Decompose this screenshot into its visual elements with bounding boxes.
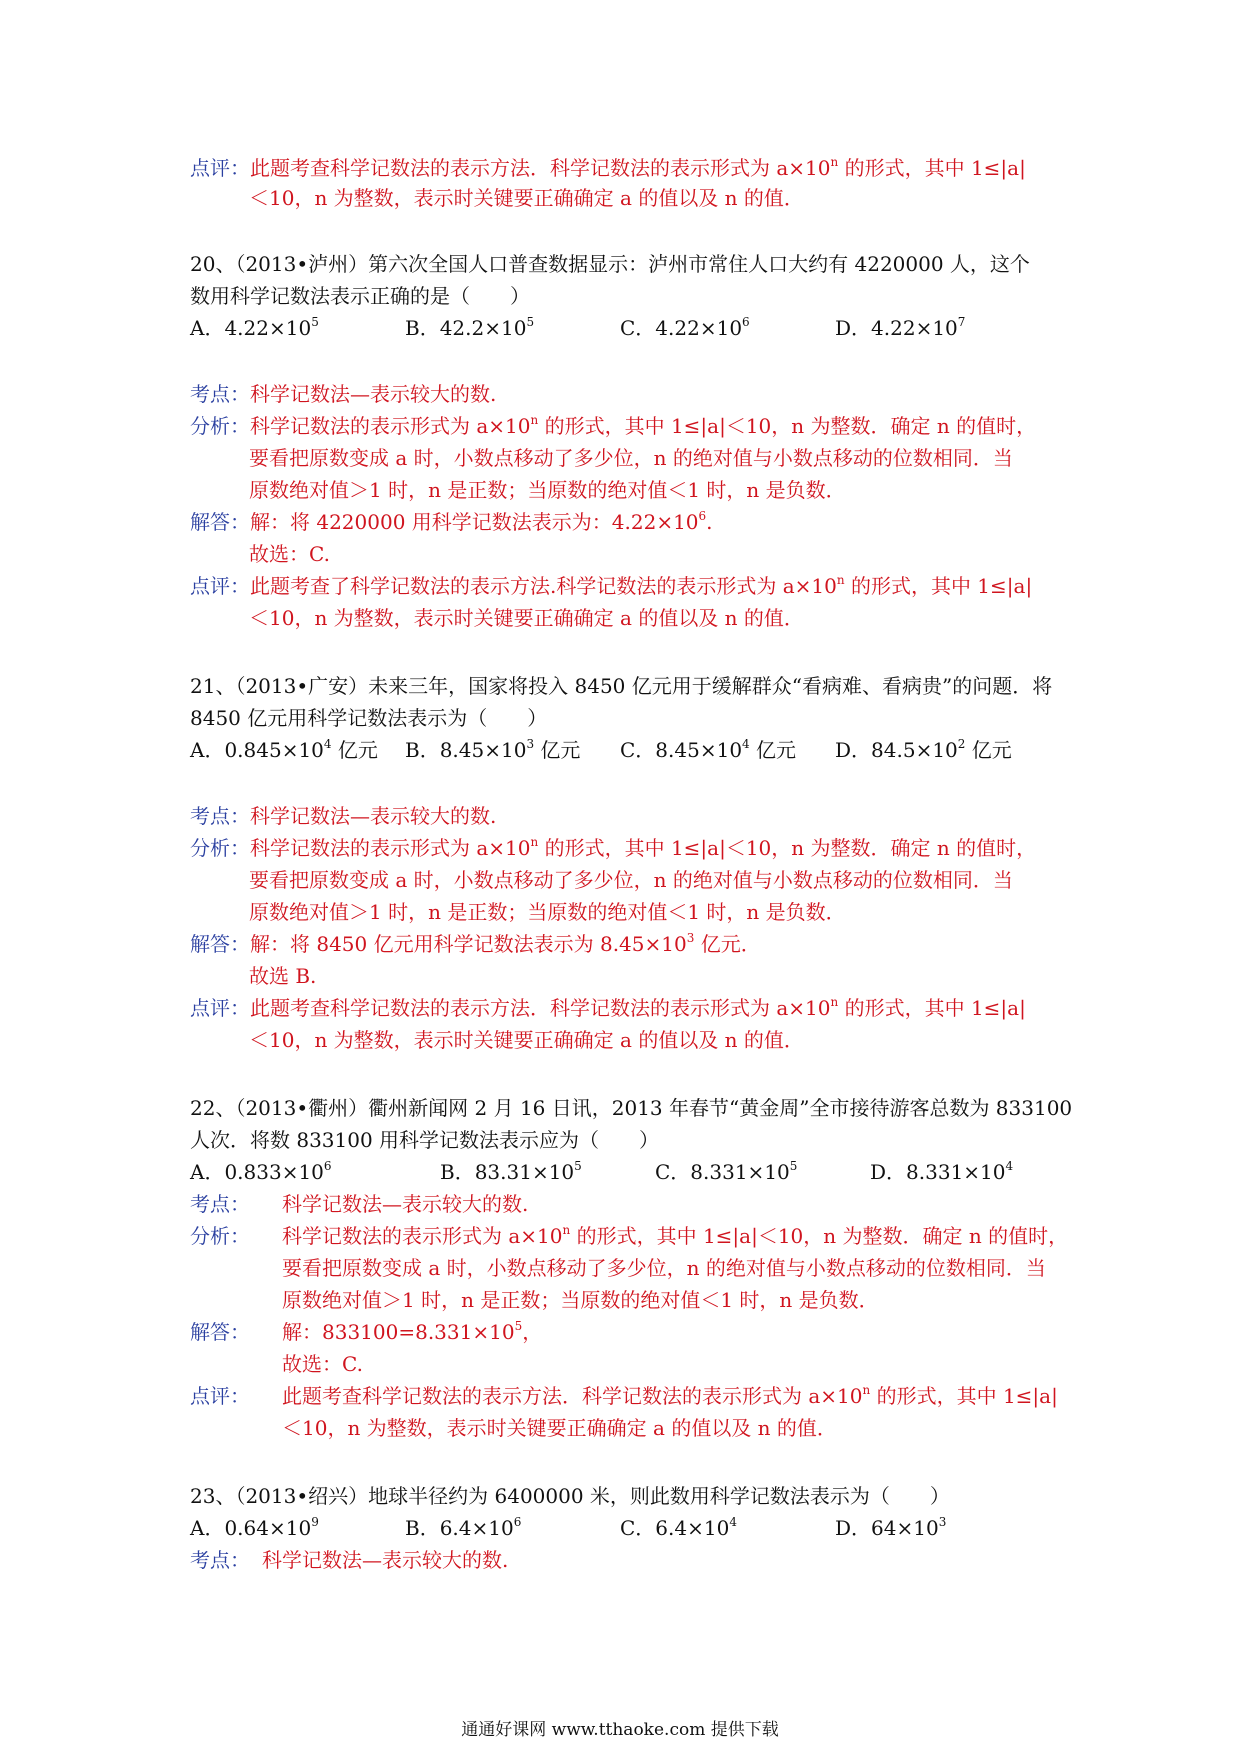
kaodian-row bbox=[190, 380, 496, 408]
kaodian-text: 科学记数法—表示较大的数. bbox=[250, 804, 497, 828]
kaodian-label: 考点： bbox=[190, 1548, 250, 1572]
kaodian-label: 考点： bbox=[190, 804, 250, 828]
question-stem: 8450 亿元用科学记数法表示为（ ） bbox=[190, 706, 548, 730]
option-b: B．$6.4\times 10^6$ bbox=[405, 1515, 522, 1540]
kaodian-label: 考点： bbox=[190, 1192, 250, 1216]
question-stem: 21、（2013•广安）未来三年，国家将投入 8450 亿元用于缓解群众“看病难、看病贵”的问题．将 bbox=[190, 674, 1053, 698]
dianping-text-cont: ＜10，n 为整数，表示时关键要正确确定 a 的值以及 n 的值． bbox=[249, 186, 804, 210]
option-c: C．$6.4\times 10^4$ bbox=[620, 1515, 737, 1540]
jieda-answer: 故选 B. bbox=[249, 964, 317, 988]
fenxi-label: 分析： bbox=[190, 1224, 250, 1248]
jieda-text: 解：将 8450 亿元用科学记数法表示为 $8.45\times 10^3$ 亿元． bbox=[250, 931, 761, 956]
kaodian-row bbox=[190, 1190, 528, 1218]
jieda-label: 解答： bbox=[190, 510, 250, 534]
fenxi-label: 分析： bbox=[190, 414, 250, 438]
kaodian-row bbox=[190, 802, 496, 830]
fenxi-label: 分析： bbox=[190, 836, 250, 860]
dianping-text: 此题考查科学记数法的表示方法．科学记数法的表示形式为 $a\times 10^n$ 的形式，其中 1≤|a| bbox=[250, 155, 1026, 180]
option-d: D．$84.5\times 10^2$ 亿元 bbox=[835, 737, 1012, 762]
kaodian-label: 考点： bbox=[190, 382, 250, 406]
option-a: A．$0.833\times 10^6$ bbox=[190, 1159, 332, 1184]
jieda-text: 解：将 4220000 用科学记数法表示为：$4.22\times 10^6$. bbox=[250, 509, 713, 534]
option-b: B．$8.45\times 10^3$ 亿元 bbox=[405, 737, 581, 762]
option-a: A．$4.22\times 10^5$ bbox=[190, 315, 319, 340]
option-d: D．$64\times 10^3$ bbox=[835, 1515, 947, 1540]
dianping-label: 点评： bbox=[190, 996, 250, 1020]
option-c: C．$8.45\times 10^4$ 亿元 bbox=[620, 737, 797, 762]
fenxi-text: 科学记数法的表示形式为 $a\times 10^n$ 的形式，其中 1≤|a|＜10，n 为整数．确定 n 的值时， bbox=[250, 835, 1037, 860]
option-c: C．$4.22\times 10^6$ bbox=[620, 315, 750, 340]
kaodian-text: 科学记数法—表示较大的数. bbox=[250, 382, 497, 406]
fenxi-row bbox=[190, 834, 1036, 862]
kaodian-row bbox=[190, 1546, 508, 1574]
dianping-row bbox=[190, 1382, 1058, 1410]
fenxi-text-cont: 原数绝对值＞1 时，n 是正数；当原数的绝对值＜1 时，n 是负数． bbox=[249, 900, 846, 924]
dianping-text: 此题考查了科学记数法的表示方法.科学记数法的表示形式为 $a\times 10^n$ 的形式，其中 1≤|a| bbox=[250, 573, 1033, 598]
option-c: C．$8.331\times 10^5$ bbox=[655, 1159, 798, 1184]
dianping-label: 点评： bbox=[190, 574, 250, 598]
jieda-label: 解答： bbox=[190, 1320, 250, 1344]
dianping-row bbox=[190, 572, 1032, 600]
question-stem: 20、（2013•泸州）第六次全国人口普查数据显示：泸州市常住人口大约有 4220000 人，这个 bbox=[190, 252, 1030, 276]
dianping-label: 点评： bbox=[190, 1384, 250, 1408]
dianping-text-cont: ＜10，n 为整数，表示时关键要正确确定 a 的值以及 n 的值． bbox=[249, 606, 804, 630]
option-a: A．$0.845\times 10^4$ 亿元 bbox=[190, 737, 378, 762]
fenxi-row bbox=[190, 412, 1036, 440]
fenxi-text-cont: 要看把原数变成 a 时，小数点移动了多少位，n 的绝对值与小数点移动的位数相同．当 bbox=[249, 446, 1013, 470]
page-footer: 通通好课网 www.tthaoke.com 提供下载 bbox=[461, 1720, 779, 1740]
kaodian-text: 科学记数法—表示较大的数. bbox=[262, 1548, 509, 1572]
jieda-row bbox=[190, 930, 761, 958]
fenxi-text-cont: 原数绝对值＞1 时，n 是正数；当原数的绝对值＜1 时，n 是负数． bbox=[282, 1288, 879, 1312]
dianping-text: 此题考查科学记数法的表示方法．科学记数法的表示形式为 $a\times 10^n$ 的形式，其中 1≤|a| bbox=[250, 995, 1026, 1020]
dianping-text-cont: ＜10，n 为整数，表示时关键要正确确定 a 的值以及 n 的值． bbox=[282, 1416, 837, 1440]
question-stem: 22、（2013•衢州）衢州新闻网 2 月 16 日讯，2013 年春节“黄金周”全市接待游客总数为 833100 bbox=[190, 1096, 1073, 1120]
kaodian-text: 科学记数法—表示较大的数. bbox=[282, 1192, 529, 1216]
fenxi-row bbox=[190, 1222, 1068, 1250]
jieda-row bbox=[190, 508, 713, 536]
question-stem: 数用科学记数法表示正确的是（ ） bbox=[190, 284, 530, 308]
question-stem: 人次．将数 833100 用科学记数法表示应为（ ） bbox=[190, 1128, 660, 1152]
fenxi-text-cont: 原数绝对值＞1 时，n 是正数；当原数的绝对值＜1 时，n 是负数． bbox=[249, 478, 846, 502]
dianping-row bbox=[190, 154, 1026, 182]
fenxi-text: 科学记数法的表示形式为 $a\times 10^n$ 的形式，其中 1≤|a|＜10，n 为整数．确定 n 的值时， bbox=[250, 413, 1037, 438]
dianping-label: 点评： bbox=[190, 156, 250, 180]
dianping-row bbox=[190, 994, 1026, 1022]
jieda-label: 解答： bbox=[190, 932, 250, 956]
jieda-text: 解：$833100=8.331\times 10^5$， bbox=[282, 1319, 543, 1344]
jieda-answer: 故选：C. bbox=[282, 1352, 363, 1376]
option-a: A．$0.64\times 10^9$ bbox=[190, 1515, 319, 1540]
fenxi-text-cont: 要看把原数变成 a 时，小数点移动了多少位，n 的绝对值与小数点移动的位数相同．当 bbox=[249, 868, 1013, 892]
dianping-text-cont: ＜10，n 为整数，表示时关键要正确确定 a 的值以及 n 的值． bbox=[249, 1028, 804, 1052]
option-b: B．$83.31\times 10^5$ bbox=[440, 1159, 582, 1184]
option-b: B．$42.2\times 10^5$ bbox=[405, 315, 535, 340]
fenxi-text: 科学记数法的表示形式为 $a\times 10^n$ 的形式，其中 1≤|a|＜10，n 为整数．确定 n 的值时， bbox=[282, 1223, 1069, 1248]
question-stem: 23、（2013•绍兴）地球半径约为 6400000 米，则此数用科学记数法表示为（ ） bbox=[190, 1484, 950, 1508]
option-d: D．$4.22\times 10^7$ bbox=[835, 315, 966, 340]
jieda-answer: 故选：C. bbox=[249, 542, 330, 566]
fenxi-text-cont: 要看把原数变成 a 时，小数点移动了多少位，n 的绝对值与小数点移动的位数相同．当 bbox=[282, 1256, 1046, 1280]
dianping-text: 此题考查科学记数法的表示方法．科学记数法的表示形式为 $a\times 10^n$ 的形式，其中 1≤|a| bbox=[282, 1383, 1058, 1408]
option-d: D．$8.331\times 10^4$ bbox=[870, 1159, 1014, 1184]
jieda-row bbox=[190, 1318, 542, 1346]
